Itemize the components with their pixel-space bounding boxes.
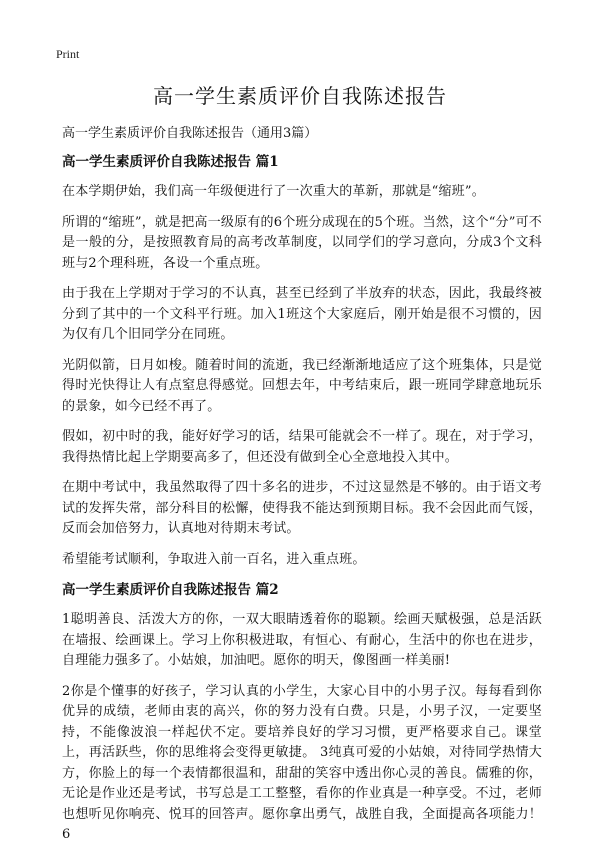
page-title: 高一学生素质评价自我陈述报告 [153, 84, 447, 108]
section-1 [62, 152, 542, 570]
paragraph: 由于我在上学期对于学习的不认真，甚至已经到了半放弃的状态，因此，我最终被分到了其中的一个文科平行班。加入1班这个大家庭后，刚开始是很不习惯的，因为仅有几个旧同学分在同班。 [62, 286, 542, 342]
paragraph: 所谓的“缩班”，就是把高一级原有的6个班分成现在的5个班。当然，这个“分”可不是一般的分，是按照教育局的高考改革制度，以同学们的学习意向，分成3个文科班与2个理科班，各设一个重点班。 [62, 214, 542, 271]
paragraph: 光阴似箭，日月如梭。随着时间的流逝，我已经渐渐地适应了这个班集体，只是觉得时光快得让人有点窒息得感觉。回想去年，中考结束后，跟一班同学肆意地玩乐的景象，如今已经不再了。 [62, 357, 542, 414]
section-heading: 高一学生素质评价自我陈述报告 篇1 [62, 154, 279, 170]
document-body [62, 152, 542, 852]
paragraph: 假如，初中时的我，能好好学习的话，结果可能就会不一样了。现在，对于学习，我得热情比起上学期要高多了，但还没有做到全心全意地投入其中。 [62, 429, 542, 465]
section-2 [62, 580, 542, 846]
paragraph: 在本学期伊始，我们高一年级便进行了一次重大的革新，那就是“缩班”。 [62, 184, 485, 199]
print-link[interactable]: Print [56, 47, 80, 61]
paragraph: 1聪明善良、活泼大方的你，一双大眼睛透着你的聪颖。绘画天赋极强，总是活跃在墙报、绘画课上。学习上你积极进取，有恒心、有耐心，生活中的你也在进步，自理能力强多了。小姑娘，加油吧。愿你的明天，像图画一样美丽! [62, 612, 542, 668]
document-subtitle: 高一学生素质评价自我陈述报告（通用3篇） [62, 126, 318, 141]
paragraph: 希望能考试顺利，争取进入前一百名，进入重点班。 [62, 551, 366, 567]
paragraph: 在期中考试中，我虽然取得了四十多名的进步，不过这显然是不够的。由于语文考试的发挥失常，部分科目的松懈，使得我不能达到预期目标。我不会因此而气馁，反而会加倍努力，认真地对待期末考试。 [62, 480, 542, 536]
section-heading: 高一学生素质评价自我陈述报告 篇2 [62, 582, 279, 598]
paragraph: 2你是个懂事的好孩子，学习认真的小学生，大家心目中的小男子汉。每每看到你优异的成绩，老师由衷的高兴，你的努力没有白费。只是，小男子汉，一定要坚持，不能像波浪一样起伏不定。要培养良好的学习习惯，更严格要求自己。课堂上，再活跃些，你的思维将会变得更敏捷。 3纯真可爱的小姑娘，对待同学热情大方，你脸上的每一个表情都很温和，甜甜的笑容中透出你心灵的善良。儒雅的你，无论是作业还是考试，书写总是工工整整，看你的作业真是一种享受。不过，老师也想听见你响亮、悦耳的回答声。愿你拿出勇气，战胜自我，全面提高各项能力！6 [62, 683, 542, 842]
